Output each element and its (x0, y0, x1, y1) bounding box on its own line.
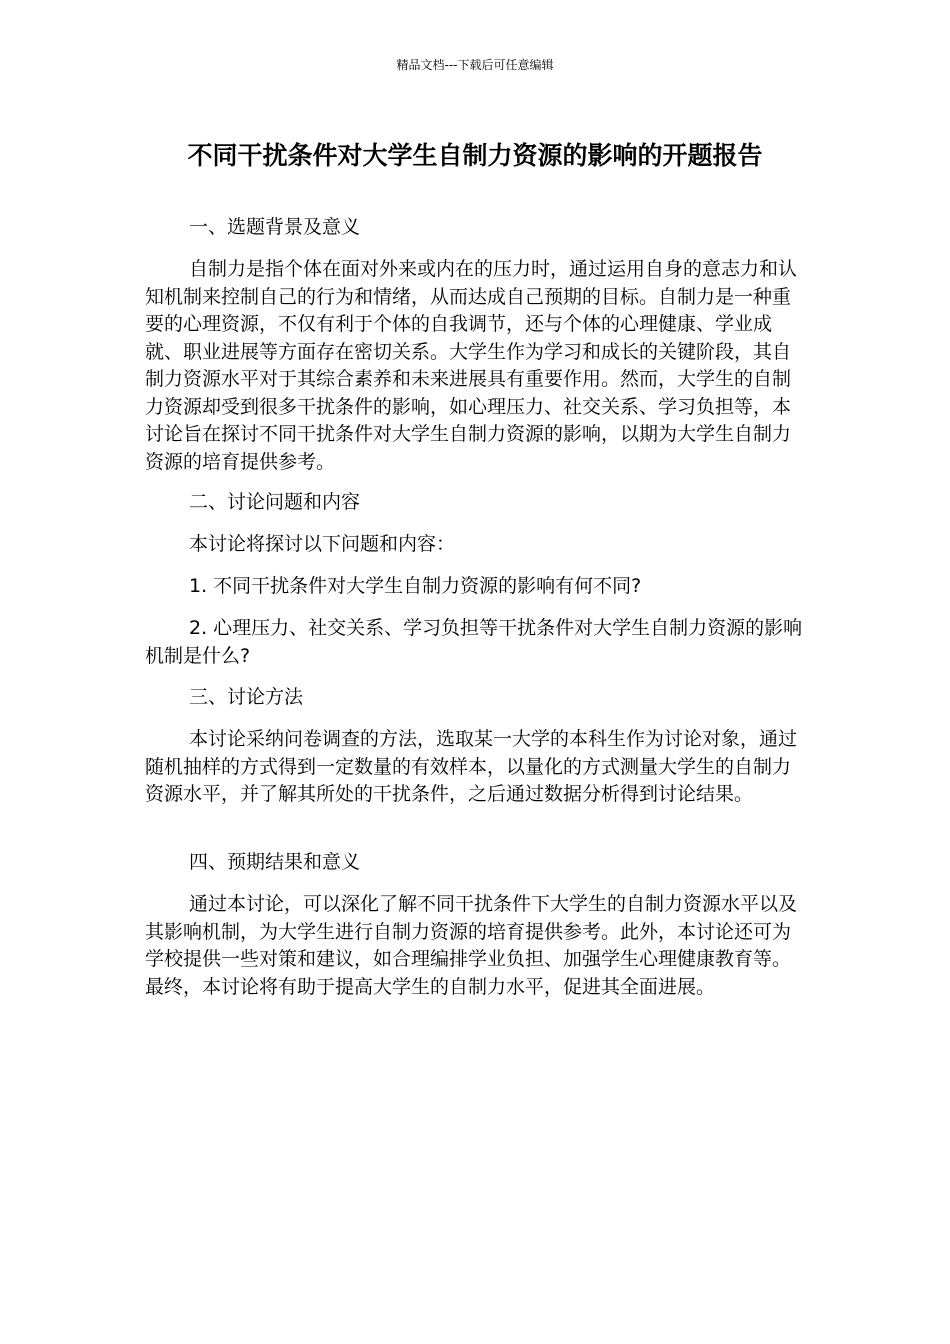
paragraph-background: 自制力是指个体在面对外来或内在的压力时，通过运用自身的意志力和认知机制来控制自己的行为和情绪，从而达成自己预期的目标。自制力是一种重要的心理资源，不仅有利于个体的自我调节，还与个体的心理健康、学业成就、职业进展等方面存在密切关系。大学生作为学习和成长的关键阶段，其自制力资源水平对于其综合素养和未来进展具有重要作用。然而，大学生的自制力资源却受到很多干扰条件的影响，如心理压力、社交关系、学习负担等，本讨论旨在探讨不同干扰条件对大学生自制力资源的影响，以期为大学生自制力资源的培育提供参考。 (145, 258, 798, 473)
section-heading-questions: 二、讨论问题和内容 (189, 491, 361, 513)
document-title: 不同干扰条件对大学生自制力资源的影响的开题报告 (187, 141, 763, 170)
paragraph-expected-results: 通过本讨论，可以深化了解不同干扰条件下大学生的自制力资源水平以及其影响机制，为大学生进行自制力资源的培育提供参考。此外，本讨论还可为学校提供一些对策和建议，如合理编排学业负担、加强学生心理健康教育等。最终，本讨论将有助于提高大学生的自制力水平，促进其全面进展。 (145, 893, 798, 998)
paragraph-questions-intro: 本讨论将探讨以下问题和内容： (189, 533, 456, 555)
section-heading-method: 三、讨论方法 (189, 686, 304, 708)
question-item-1: 1. 不同干扰条件对大学生自制力资源的影响有何不同? (189, 575, 642, 597)
paragraph-method: 本讨论采纳问卷调查的方法，选取某一大学的本科生作为讨论对象，通过随机抽样的方式得到一定数量的有效样本，以量化的方式测量大学生的自制力资源水平，并了解其所处的干扰条件，之后通过数据分析得到讨论结果。 (145, 728, 798, 805)
header-note: 精品文档---下载后可任意编辑 (396, 58, 554, 72)
question-item-2: 2. 心理压力、社交关系、学习负担等干扰条件对大学生自制力资源的影响机制是什么? (145, 617, 803, 667)
section-heading-expected-results: 四、预期结果和意义 (189, 851, 361, 873)
section-heading-background: 一、选题背景及意义 (189, 216, 361, 238)
